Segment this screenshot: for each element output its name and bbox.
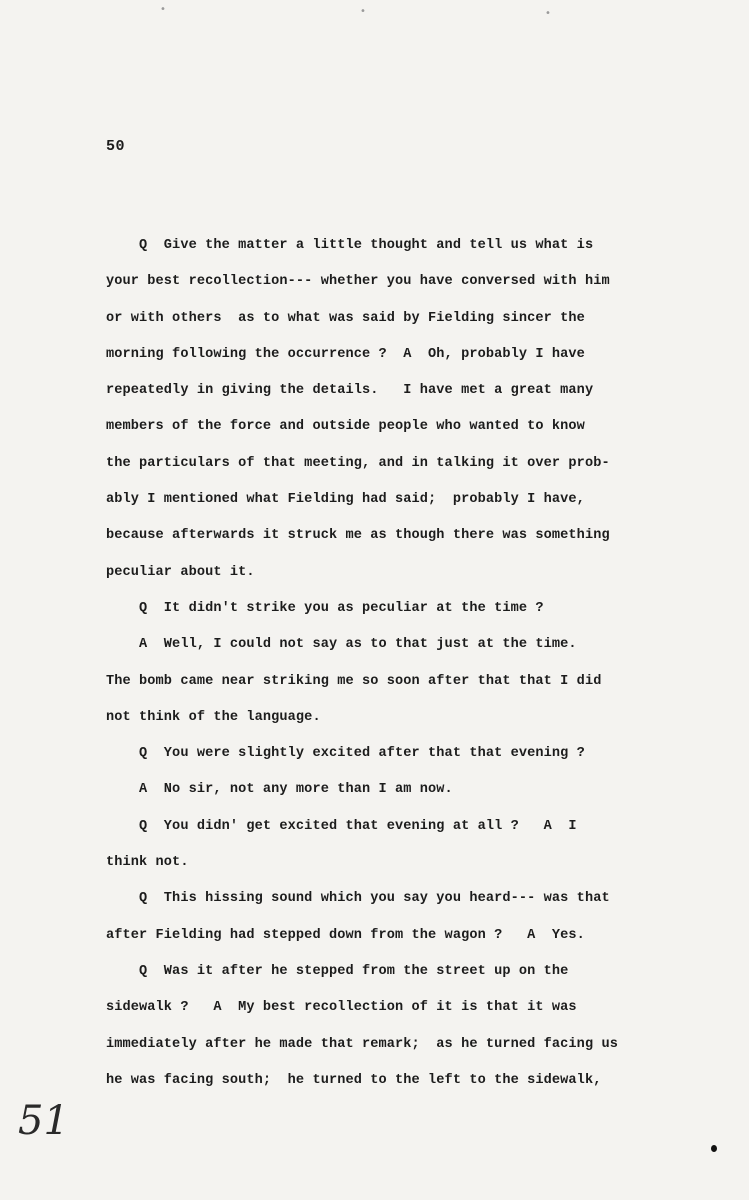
scan-smudge: •	[360, 6, 366, 17]
scan-smudge: •	[160, 4, 166, 15]
text-line: your best recollection--- whether you have conversed with him	[106, 274, 610, 290]
text-line: Q It didn't strike you as peculiar at the time ?	[106, 600, 544, 616]
text-line: peculiar about it.	[106, 564, 255, 580]
text-line: A No sir, not any more than I am now.	[106, 782, 453, 798]
text-line: members of the force and outside people who wanted to know	[106, 419, 585, 435]
text-line: A Well, I could not say as to that just at the time.	[106, 637, 577, 653]
text-line: Q You didn' get excited that evening at all ? A I	[106, 818, 577, 834]
text-line: morning following the occurrence ? A Oh, probably I have	[106, 346, 585, 362]
text-line: he was facing south; he turned to the left to the sidewalk,	[106, 1072, 602, 1088]
text-line: Q Was it after he stepped from the street up on the	[106, 963, 569, 979]
text-line: the particulars of that meeting, and in talking it over prob-	[106, 455, 610, 471]
scan-smudge: •	[545, 8, 551, 19]
handwritten-page-number: 51	[18, 1098, 69, 1144]
text-line: after Fielding had stepped down from the wagon ? A Yes.	[106, 927, 585, 943]
text-line: The bomb came near striking me so soon after that that I did	[106, 673, 602, 689]
page-number: 50	[106, 138, 126, 155]
text-line: immediately after he made that remark; as he turned facing us	[106, 1036, 618, 1052]
text-line: Q Give the matter a little thought and tell us what is	[106, 238, 594, 253]
text-line: sidewalk ? A My best recollection of it is that it was	[106, 1000, 577, 1016]
text-line: think not.	[106, 855, 189, 871]
text-line: or with others as to what was said by Fielding sincer the	[106, 310, 585, 326]
text-line: ably I mentioned what Fielding had said; probably I have,	[106, 492, 585, 508]
text-line: not think of the language.	[106, 709, 321, 725]
transcript-body	[106, 228, 706, 1099]
text-line: Q This hissing sound which you say you heard--- was that	[106, 891, 610, 907]
ink-dot	[711, 1145, 717, 1152]
text-line: repeatedly in giving the details. I have met a great many	[106, 383, 594, 399]
text-line: because afterwards it struck me as though there was something	[106, 528, 610, 544]
text-line: Q You were slightly excited after that that evening ?	[106, 746, 585, 762]
